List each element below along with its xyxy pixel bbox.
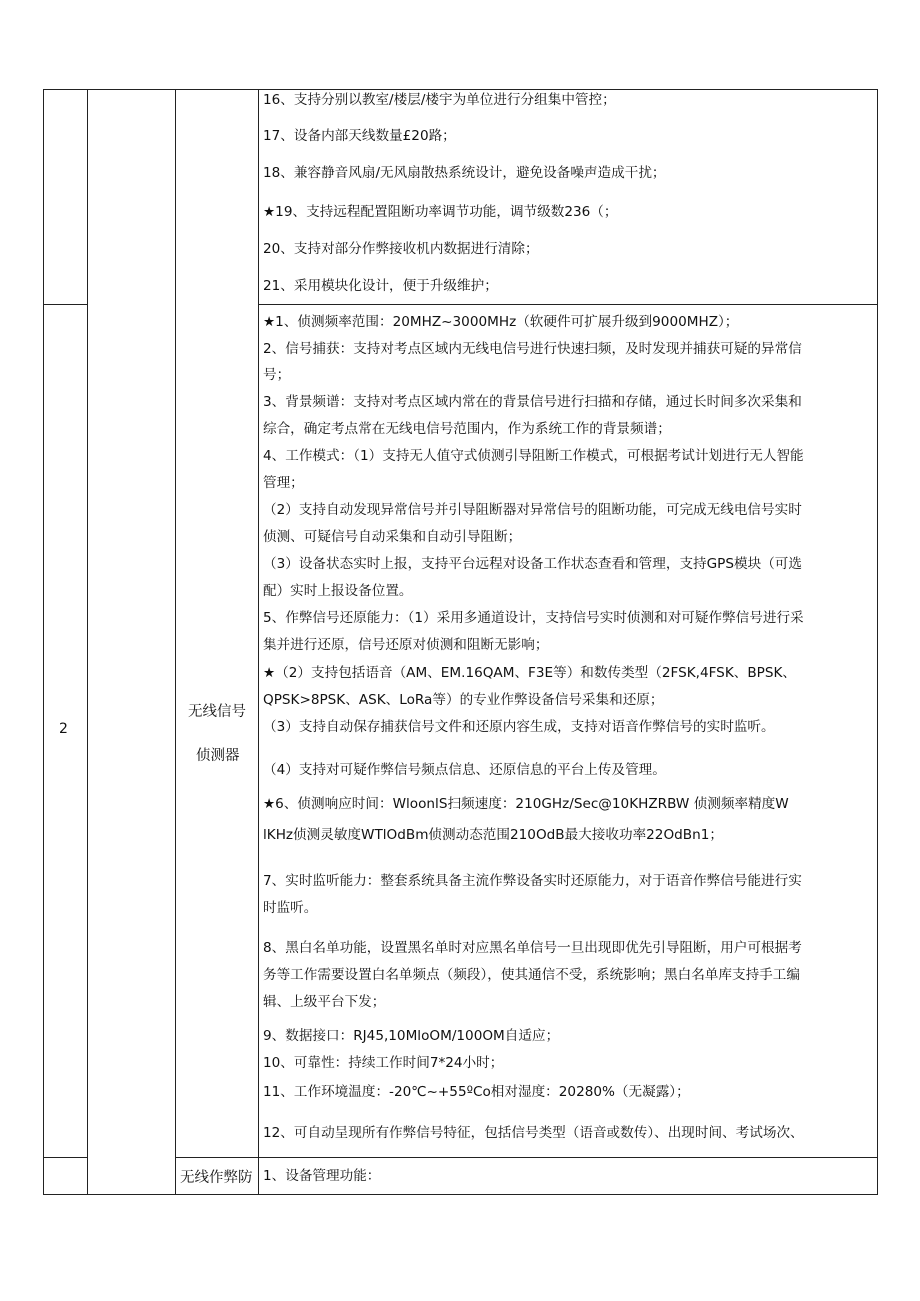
spec-line: 集并进行还原，信号还原对侦测和阻断无影响； xyxy=(263,637,549,653)
column-divider-3 xyxy=(258,89,259,1195)
spec-line: 16、支持分别以教室/楼层/楼宇为单位进行分组集中管控； xyxy=(263,92,616,108)
spec-line: 4、工作模式：（1）支持无人值守式侦测引导阻断工作模式，可根据考试计划进行无人智能 xyxy=(263,448,804,464)
spec-line: 12、可自动呈现所有作弊信号特征，包括信号类型（语音或数传）、出现时间、考试场次、 xyxy=(263,1125,804,1141)
spec-line: 20、支持对部分作弊接收机内数据进行清除； xyxy=(263,241,539,257)
table-border-left xyxy=(43,89,44,1195)
spec-line: ★6、侦测响应时间：WloonlS扫频速度：210GHz/Sec@10KHZRBW 侦测频率精度W xyxy=(263,796,789,812)
spec-line: lKHz侦测灵敏度WTlOdBm侦测动态范围210OdB最大接收功率22OdBn1； xyxy=(263,827,723,843)
spec-line: QPSK>8PSK、ASK、LoRa等）的专业作弊设备信号采集和还原； xyxy=(263,692,664,708)
spec-line: 18、兼容静音风扇/无风扇散热系统设计，避免设备噪声造成干扰； xyxy=(263,165,666,181)
spec-line: （3）设备状态实时上报，支持平台远程对设备工作状态查看和管理，支持GPS模块（可选 xyxy=(263,556,802,572)
spec-line: 综合，确定考点常在无线电信号范围内，作为系统工作的背景频谱； xyxy=(263,421,671,437)
column-divider-1 xyxy=(87,89,88,1195)
spec-line: 时监听。 xyxy=(263,900,318,916)
table-border-right xyxy=(877,89,878,1195)
spec-line: 管理； xyxy=(263,475,304,491)
row-divider-2-left xyxy=(43,1157,88,1158)
spec-line: 7、实时监听能力：整套系统具备主流作弊设备实时还原能力，对于语音作弊信号能进行实 xyxy=(263,873,802,889)
spec-line: 21、采用模块化设计，便于升级维护； xyxy=(263,278,498,294)
spec-line: 辑、上级平台下发； xyxy=(263,994,386,1010)
spec-line: 9、数据接口：RJ45,10MloOM/100OM自适应； xyxy=(263,1028,560,1044)
row-divider-2-right xyxy=(175,1157,878,1158)
spec-line: ★19、支持远程配置阻断功率调节功能，调节级数236（； xyxy=(263,204,618,220)
category-label-line1: 无线信号 xyxy=(188,704,246,720)
spec-line: 8、黑白名单功能，设置黑名单时对应黑名单信号一旦出现即优先引导阻断，用户可根据考 xyxy=(263,940,802,956)
row3-first-line: 1、设备管理功能： xyxy=(263,1168,381,1184)
table-border-bottom xyxy=(43,1194,878,1195)
spec-line: 配）实时上报设备位置。 xyxy=(263,583,413,599)
spec-line: 2、信号捕获：支持对考点区域内无线电信号进行快速扫频，及时发现并捕获可疑的异常信 xyxy=(263,341,802,357)
spec-line: 10、可靠性：持续工作时间7*24小时； xyxy=(263,1055,504,1071)
row3-category-label: 无线作弊防 xyxy=(180,1170,253,1186)
row-divider-1-right xyxy=(258,304,878,305)
row-number: 2 xyxy=(59,721,68,737)
spec-line: 3、背景频谱：支持对考点区域内常在的背景信号进行扫描和存储，通过长时间多次采集和 xyxy=(263,394,802,410)
spec-line: 11、工作环境温度：-20℃~+55ºCo相对湿度：20280%（无凝露）； xyxy=(263,1084,690,1100)
row-divider-1-left xyxy=(43,304,88,305)
column-divider-2 xyxy=(175,89,176,1195)
spec-line: （4）支持对可疑作弊信号频点信息、还原信息的平台上传及管理。 xyxy=(263,762,666,778)
category-label-line2: 侦测器 xyxy=(196,748,240,764)
spec-line: 5、作弊信号还原能力：（1）采用多通道设计，支持信号实时侦测和对可疑作弊信号进行采 xyxy=(263,610,804,626)
spec-line: 侦测、可疑信号自动采集和自动引导阻断； xyxy=(263,529,522,545)
spec-line: 号； xyxy=(263,367,291,383)
spec-line: 17、设备内部天线数量£20路； xyxy=(263,128,456,144)
spec-line: ★1、侦测频率范围：20MHZ~3000MHz（软硬件可扩展升级到9000MHZ）； xyxy=(263,314,739,330)
spec-line: ★（2）支持包括语音（AM、EM.16QAM、F3E等）和数传类型（2FSK,4FSK、BPSK、 xyxy=(263,665,796,681)
spec-line: （3）支持自动保存捕获信号文件和还原内容生成，支持对语音作弊信号的实时监听。 xyxy=(263,719,775,735)
spec-line: （2）支持自动发现异常信号并引导阻断器对异常信号的阻断功能，可完成无线电信号实时 xyxy=(263,502,802,518)
spec-line: 务等工作需要设置白名单频点（频段），使其通信不受，系统影响；黑白名单库支持手工编 xyxy=(263,967,800,983)
